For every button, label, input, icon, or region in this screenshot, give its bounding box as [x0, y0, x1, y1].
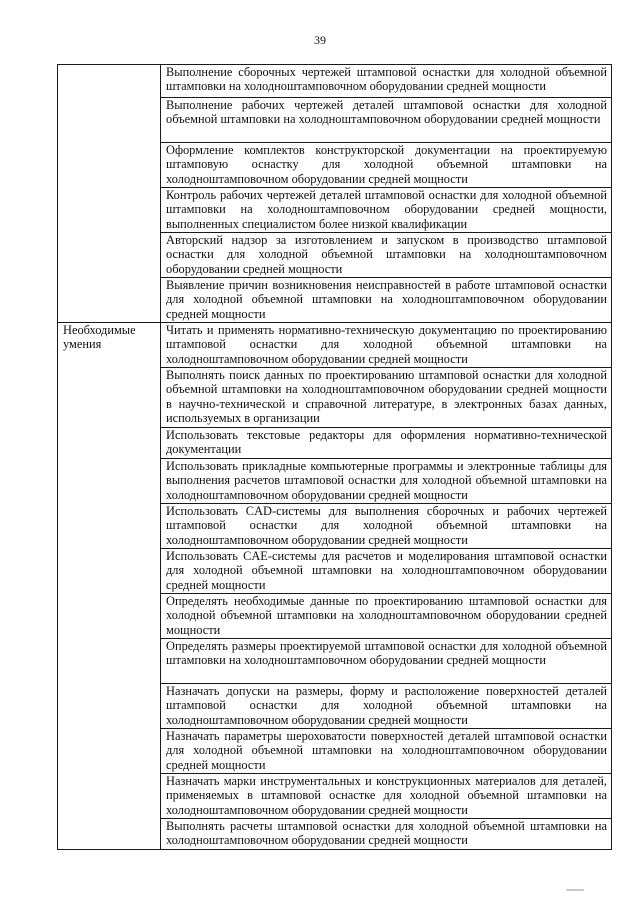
table-cell: Использовать CAD-системы для выполнения сборочных и рабочих чертежей штамповой оснастки для холодной объемной штамповки на холодноштамповочном оборудовании средней мощности: [161, 504, 612, 549]
table-cell: Использовать CAE-системы для расчетов и моделирования штамповой оснастки для холодной объемной штамповки на холодноштамповочном оборудовании средней мощности: [161, 549, 612, 594]
table-cell: Определять необходимые данные по проектированию штамповой оснастки для холодной объемной штамповки на холодноштамповочном оборудовании средней мощности: [161, 594, 612, 639]
table-cell: Использовать текстовые редакторы для оформления нормативно-технической документации: [161, 428, 612, 459]
table-row: [58, 65, 612, 98]
table-row: [58, 323, 612, 368]
job-requirements-table: [57, 64, 612, 850]
section-label: Необходимые умения: [58, 323, 161, 850]
table-cell: Назначать марки инструментальных и конструкционных материалов для деталей, применяемых в штамповой оснастке для холодной объемной штамповки на холодноштамповочном оборудовании средней мощности: [161, 774, 612, 819]
table-cell: Читать и применять нормативно-техническую документацию по проектированию штамповой оснастки для холодной объемной штамповки на холодноштамповочном оборудовании средней мощности: [161, 323, 612, 368]
table-cell: Авторский надзор за изготовлением и запуском в производство штамповой оснастки для холодной объемной штамповки на холодноштамповочном оборудовании средней мощности: [161, 233, 612, 278]
table-cell: Определять размеры проектируемой штамповой оснастки для холодной объемной штамповки на холодноштамповочном оборудовании средней мощности: [161, 639, 612, 684]
table-cell: Контроль рабочих чертежей деталей штамповой оснастки для холодной объемной штамповки на холодноштамповочном оборудовании средней мощности, выполненных специалистом более низкой квалификации: [161, 188, 612, 233]
table-cell: Выявление причин возникновения неисправностей в работе штамповой оснастки для холодной объемной штамповки на холодноштамповочном оборудовании средней мощности: [161, 278, 612, 323]
scan-artifact: [566, 889, 584, 891]
section-label: [58, 65, 161, 323]
table-cell: Выполнение рабочих чертежей деталей штамповой оснастки для холодной объемной штамповки на холодноштамповочном оборудовании средней мощности: [161, 98, 612, 143]
page-number: 39: [314, 33, 326, 47]
table-cell: Назначать параметры шероховатости поверхностей деталей штамповой оснастки для холодной объемной штамповки на холодноштамповочном оборудовании средней мощности: [161, 729, 612, 774]
table-cell: Выполнять поиск данных по проектированию штамповой оснастки для холодной объемной штамповки на холодноштамповочном оборудовании средней мощности в научно-технической и справочной литературе, в электронных базах данных, используемых в организации: [161, 368, 612, 428]
table-cell: Оформление комплектов конструкторской документации на проектируемую штамповую оснастку для холодной объемной штамповки на холодноштамповочном оборудовании средней мощности: [161, 143, 612, 188]
table-cell: Выполнять расчеты штамповой оснастки для холодной объемной штамповки на холодноштамповочном оборудовании средней мощности: [161, 819, 612, 850]
table-cell: Использовать прикладные компьютерные программы и электронные таблицы для выполнения расчетов штамповой оснастки для холодной объемной штамповки на холодноштамповочном оборудовании средней мощности: [161, 459, 612, 504]
table-cell: Выполнение сборочных чертежей штамповой оснастки для холодной объемной штамповки на холодноштамповочном оборудовании средней мощности: [161, 65, 612, 98]
table-cell: Назначать допуски на размеры, форму и расположение поверхностей деталей штамповой оснастки для холодной объемной штамповки на холодноштамповочном оборудовании средней мощности: [161, 684, 612, 729]
